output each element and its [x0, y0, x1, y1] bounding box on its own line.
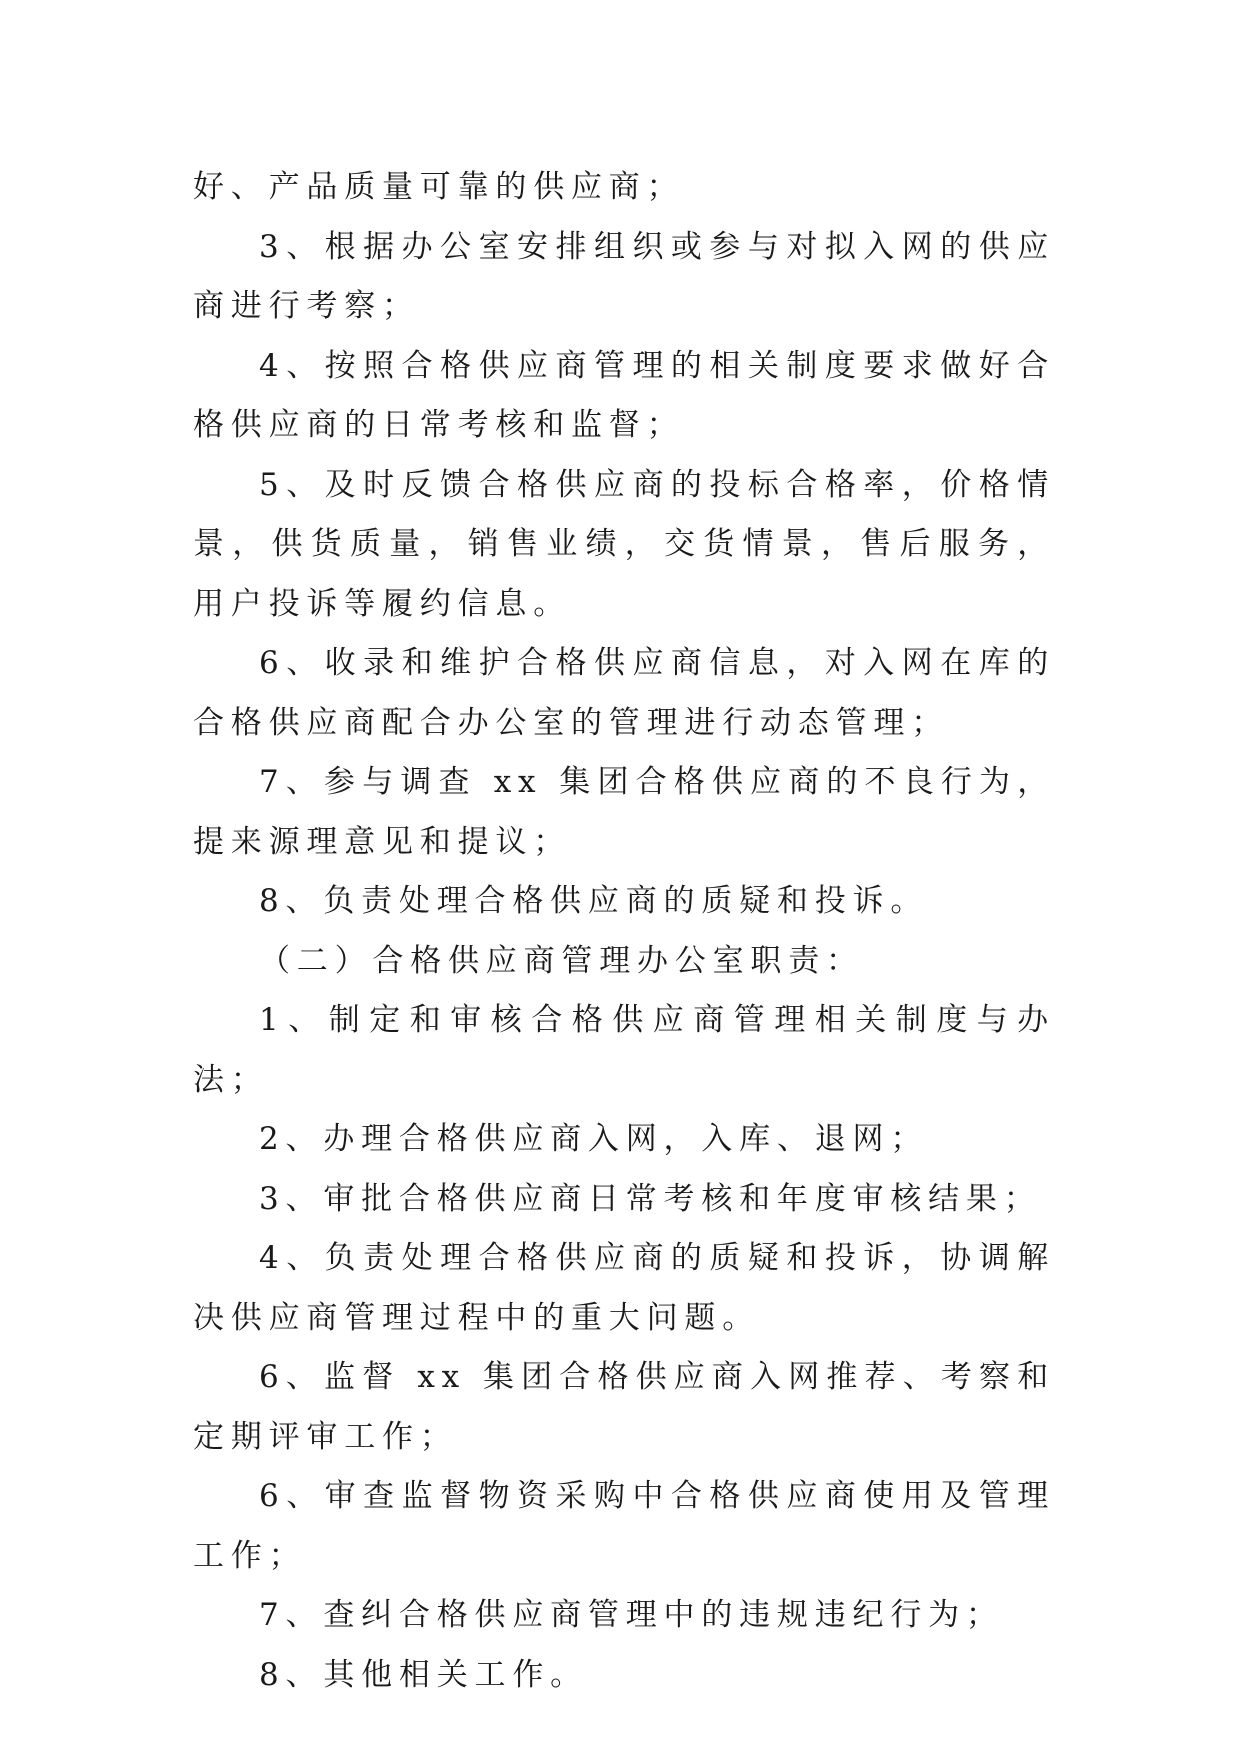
paragraph-office-item-3: 3、审批合格供应商日常考核和年度审核结果； [259, 1180, 1042, 1217]
paragraph-item-5-feedback: 5、及时反馈合格供应商的投标合格率，价格情景，供货质量，销售业绩，交货情景，售后服务，用户投诉等履约信息。 [193, 466, 1055, 622]
paragraph-office-item-2: 2、办理合格供应商入网，入库、退网； [259, 1121, 929, 1157]
paragraph-item-7-investigation: 7、参与调查 xx 集团合格供应商的不良行为，提来源理意见和提议； [193, 764, 1055, 860]
paragraph-office-item-6a: 6、监督 xx 集团合格供应商入网推荐、考察和定期评审工作； [193, 1359, 1055, 1455]
paragraph-office-item-7: 7、查纠合格供应商管理中的违规违纪行为； [259, 1597, 1004, 1633]
paragraph-office-item-1: 1、制定和审核合格供应商管理相关制度与办法； [193, 1002, 1055, 1098]
paragraph-continuation: 好、产品质量可靠的供应商； [193, 169, 685, 205]
paragraph-item-8-complaints: 8、负责处理合格供应商的质疑和投诉。 [259, 883, 929, 919]
paragraph-office-item-6b: 6、审查监督物资采购中合格供应商使用及管理工作； [193, 1478, 1055, 1574]
paragraph-item-4-assessment: 4、按照合格供应商管理的相关制度要求做好合格供应商的日常考核和监督； [193, 347, 1055, 443]
section-heading-office-duties: （二）合格供应商管理办公室职责： [259, 942, 864, 979]
paragraph-office-item-8: 8、其他相关工作。 [259, 1656, 588, 1693]
paragraph-item-3-inspection: 3、根据办公室安排组织或参与对拟入网的供应商进行考察； [193, 228, 1055, 324]
paragraph-item-6-records: 6、收录和维护合格供应商信息，对入网在库的合格供应商配合办公室的管理进行动态管理； [193, 645, 1055, 741]
document-body [193, 158, 1055, 1705]
paragraph-office-item-4: 4、负责处理合格供应商的质疑和投诉，协调解决供应商管理过程中的重大问题。 [193, 1240, 1055, 1336]
